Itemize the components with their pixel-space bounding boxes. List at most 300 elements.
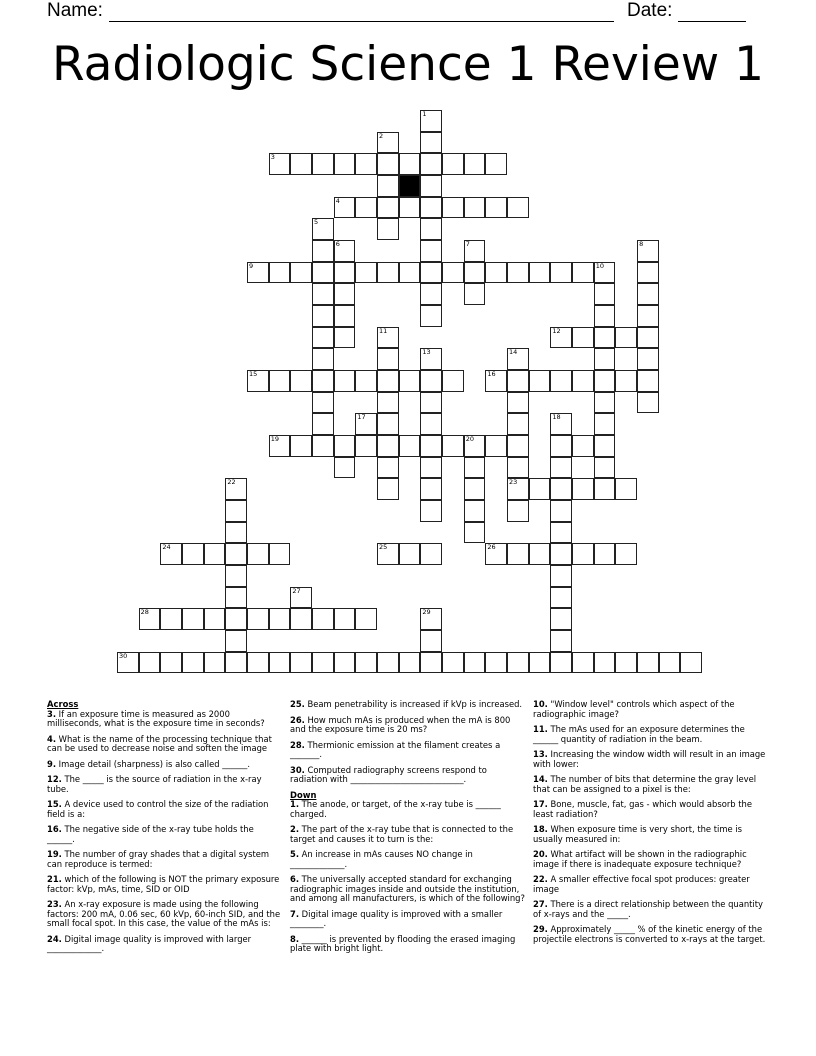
- grid-cell[interactable]: [594, 283, 616, 305]
- grid-cell[interactable]: [139, 652, 161, 674]
- grid-cell[interactable]: [594, 435, 616, 457]
- grid-cell[interactable]: [312, 240, 334, 262]
- grid-cell[interactable]: [550, 587, 572, 609]
- date-label: Date:: [627, 0, 746, 22]
- grid-cell[interactable]: [507, 392, 529, 414]
- grid-cell[interactable]: [464, 478, 486, 500]
- grid-cell[interactable]: [312, 370, 334, 392]
- grid-cell[interactable]: [442, 153, 464, 175]
- clue-item-text: The number of gray shades that a digital system can reproduce is termed:: [47, 849, 270, 869]
- grid-cell[interactable]: [572, 435, 594, 457]
- clue-item-number: 12.: [47, 774, 62, 784]
- clue-item: [290, 910, 526, 929]
- clue-item-text: The number of bits that determine the gray level that can be assigned to a pixel is the:: [533, 774, 757, 794]
- name-label: Name:: [47, 0, 614, 22]
- grid-cell[interactable]: [312, 153, 334, 175]
- grid-cell[interactable]: [594, 457, 616, 479]
- grid-cell[interactable]: [312, 283, 334, 305]
- grid-cell[interactable]: [507, 478, 529, 500]
- grid-cell[interactable]: [247, 543, 269, 565]
- grid-cell[interactable]: [637, 392, 659, 414]
- clue-item-number: 13.: [533, 749, 548, 759]
- grid-cell[interactable]: [550, 630, 572, 652]
- grid-cell[interactable]: [247, 370, 269, 392]
- grid-cell[interactable]: [507, 413, 529, 435]
- clue-item: [290, 825, 526, 844]
- grid-cell[interactable]: [464, 435, 486, 457]
- grid-cell[interactable]: [464, 500, 486, 522]
- grid-cell[interactable]: [464, 262, 486, 284]
- grid-cell[interactable]: [204, 608, 226, 630]
- grid-cell[interactable]: [615, 327, 637, 349]
- grid-cell[interactable]: [594, 392, 616, 414]
- grid-cell[interactable]: [160, 543, 182, 565]
- grid-cell[interactable]: [399, 262, 421, 284]
- grid-cell[interactable]: [550, 435, 572, 457]
- grid-cell[interactable]: [442, 435, 464, 457]
- clue-item-text: Increasing the window width will result in an image with lower:: [533, 749, 766, 769]
- grid-cell[interactable]: [420, 652, 442, 674]
- grid-cell[interactable]: [334, 457, 356, 479]
- grid-cell[interactable]: [290, 262, 312, 284]
- clue-number: 29: [422, 608, 431, 617]
- clue-number: 30: [119, 651, 128, 660]
- grid-cell[interactable]: [312, 348, 334, 370]
- clue-item-number: 5.: [290, 849, 300, 859]
- grid-cell[interactable]: [182, 543, 204, 565]
- grid-cell[interactable]: [420, 478, 442, 500]
- grid-cell[interactable]: [225, 652, 247, 674]
- grid-cell[interactable]: [637, 348, 659, 370]
- clue-number: 10: [595, 261, 605, 270]
- grid-cell[interactable]: [550, 457, 572, 479]
- grid-cell[interactable]: [442, 370, 464, 392]
- grid-cell[interactable]: [377, 435, 399, 457]
- grid-cell[interactable]: [420, 305, 442, 327]
- clue-item-number: 14.: [533, 774, 548, 784]
- grid-cell[interactable]: [550, 565, 572, 587]
- grid-cell[interactable]: [550, 327, 572, 349]
- grid-cell[interactable]: [290, 652, 312, 674]
- grid-cell[interactable]: [334, 262, 356, 284]
- grid-cell[interactable]: [550, 262, 572, 284]
- grid-cell[interactable]: [464, 197, 486, 219]
- clue-item-text: Beam penetrability is increased if kVp is increased.: [304, 699, 523, 709]
- grid-cell[interactable]: [507, 457, 529, 479]
- clue-item-number: 28.: [290, 739, 305, 750]
- across-heading: Across: [47, 699, 79, 709]
- grid-cell[interactable]: [572, 370, 594, 392]
- grid-cell[interactable]: [182, 608, 204, 630]
- clue-number: 4: [335, 196, 340, 205]
- clue-item-text: The universally accepted standard for exchanging radiographic images inside and outside the institution, and among all manufacturers, is which of the following?: [290, 874, 525, 903]
- grid-cell[interactable]: [377, 652, 399, 674]
- clue-number: 24: [162, 543, 171, 552]
- grid-cell[interactable]: [637, 327, 659, 349]
- clue-item: [290, 935, 526, 954]
- clue-item-text: Thermionic emission at the filament creates a _______.: [290, 739, 501, 759]
- clue-item-number: 26.: [290, 714, 305, 725]
- grid-cell[interactable]: [550, 370, 572, 392]
- grid-cell[interactable]: [269, 652, 291, 674]
- grid-cell[interactable]: [420, 370, 442, 392]
- grid-cell[interactable]: [420, 153, 442, 175]
- grid-cell[interactable]: [377, 348, 399, 370]
- grid-cell[interactable]: [507, 500, 529, 522]
- grid-cell[interactable]: [464, 652, 486, 674]
- grid-cell[interactable]: [464, 522, 486, 544]
- grid-cell[interactable]: [420, 218, 442, 240]
- clue-item-text: The mAs used for an exposure determines the ______ quantity of radiation in the beam.: [533, 724, 745, 744]
- clue-item-number: 6.: [290, 874, 300, 884]
- grid-cell[interactable]: [420, 457, 442, 479]
- grid-cell[interactable]: [464, 240, 486, 262]
- grid-cell[interactable]: [377, 370, 399, 392]
- grid-cell[interactable]: [312, 262, 334, 284]
- grid-cell[interactable]: [312, 327, 334, 349]
- clue-item-number: 16.: [47, 824, 62, 834]
- clue-item: [290, 700, 526, 710]
- clue-item-text: What artifact will be shown in the radiographic image if there is inadequate exposure technique?: [533, 849, 747, 869]
- grid-cell[interactable]: [290, 587, 312, 609]
- grid-cell[interactable]: [225, 587, 247, 609]
- clue-number: 6: [335, 240, 340, 249]
- grid-cell[interactable]: [420, 197, 442, 219]
- clue-item: [47, 735, 283, 754]
- clue-item-number: 7.: [290, 908, 300, 919]
- clue-item-text: The negative side of the x-ray tube holds the ______.: [47, 824, 254, 844]
- grid-cell[interactable]: [420, 630, 442, 652]
- grid-cell[interactable]: [420, 413, 442, 435]
- grid-cell[interactable]: [507, 348, 529, 370]
- grid-cell[interactable]: [507, 370, 529, 392]
- grid-cell[interactable]: [420, 500, 442, 522]
- grid-cell[interactable]: [399, 652, 421, 674]
- clue-item-text: The _____ is the source of radiation in the x-ray tube.: [47, 774, 262, 794]
- grid-cell[interactable]: [312, 435, 334, 457]
- clue-item-number: 21.: [47, 874, 62, 884]
- grid-cell[interactable]: [334, 435, 356, 457]
- clue-item-text: A smaller effective focal spot produces: greater image: [533, 874, 750, 894]
- clue-item-number: 11.: [533, 724, 548, 734]
- grid-cell[interactable]: [334, 240, 356, 262]
- grid-cell[interactable]: [247, 608, 269, 630]
- grid-cell[interactable]: [377, 262, 399, 284]
- clues-column-3: [533, 700, 769, 950]
- grid-cell[interactable]: [485, 153, 507, 175]
- grid-cell[interactable]: [377, 478, 399, 500]
- clue-item-number: 15.: [47, 799, 62, 809]
- grid-cell[interactable]: [377, 327, 399, 349]
- grid-cell[interactable]: [507, 262, 529, 284]
- clue-item: [47, 825, 283, 844]
- grid-cell[interactable]: [312, 652, 334, 674]
- grid-cell[interactable]: [572, 543, 594, 565]
- grid-cell[interactable]: [594, 413, 616, 435]
- clue-item: [533, 900, 769, 919]
- clue-item-text: The part of the x-ray tube that is connected to the target and causes it to turn is the:: [290, 824, 514, 844]
- grid-cell[interactable]: [615, 652, 637, 674]
- grid-cell[interactable]: [420, 132, 442, 154]
- grid-cell[interactable]: [355, 370, 377, 392]
- clue-item: [533, 750, 769, 769]
- clue-item: [533, 725, 769, 744]
- grid-cell[interactable]: [507, 652, 529, 674]
- clue-item-number: 10.: [533, 699, 548, 709]
- grid-cell[interactable]: [334, 327, 356, 349]
- grid-cell[interactable]: [550, 608, 572, 630]
- grid-cell[interactable]: [485, 197, 507, 219]
- grid-cell[interactable]: [420, 435, 442, 457]
- grid-cell[interactable]: [442, 262, 464, 284]
- grid-cell[interactable]: [572, 327, 594, 349]
- clue-item-text: ______ is prevented by flooding the erased imaging plate with bright light.: [290, 933, 516, 953]
- clue-number: 18: [552, 413, 561, 422]
- grid-cell[interactable]: [334, 652, 356, 674]
- grid-cell[interactable]: [117, 652, 139, 674]
- grid-cell[interactable]: [507, 435, 529, 457]
- grid-cell[interactable]: [312, 413, 334, 435]
- grid-cell[interactable]: [507, 543, 529, 565]
- clue-item: [533, 800, 769, 819]
- grid-cell[interactable]: [594, 478, 616, 500]
- clue-item-number: 20.: [533, 849, 548, 859]
- grid-cell[interactable]: [377, 543, 399, 565]
- down-heading: Down: [290, 789, 317, 800]
- grid-cell[interactable]: [637, 652, 659, 674]
- grid-cell[interactable]: [550, 522, 572, 544]
- grid-cell[interactable]: [160, 608, 182, 630]
- grid-cell[interactable]: [290, 435, 312, 457]
- grid-cell[interactable]: [529, 543, 551, 565]
- grid-cell[interactable]: [550, 543, 572, 565]
- grid-cell[interactable]: [334, 608, 356, 630]
- grid-cell[interactable]: [334, 283, 356, 305]
- grid-cell[interactable]: [637, 240, 659, 262]
- grid-cell[interactable]: [420, 348, 442, 370]
- grid-cell[interactable]: [334, 197, 356, 219]
- clue-item: [290, 716, 526, 735]
- grid-cell[interactable]: [637, 262, 659, 284]
- clue-number: 16: [487, 370, 496, 379]
- clue-item-text: Computed radiography screens respond to radiation with ___________________________.: [290, 764, 487, 784]
- grid-cell[interactable]: [594, 370, 616, 392]
- grid-cell[interactable]: [312, 608, 334, 630]
- clue-item-text: A device used to control the size of the radiation field is a:: [47, 799, 269, 819]
- grid-cell[interactable]: [247, 262, 269, 284]
- grid-cell[interactable]: [594, 348, 616, 370]
- clue-number: 13: [422, 348, 431, 357]
- grid-cell[interactable]: [204, 652, 226, 674]
- grid-cell[interactable]: [420, 110, 442, 132]
- clue-item-text: What is the name of the processing technique that can be used to decrease noise and soften the image: [47, 733, 272, 753]
- clue-item: [290, 850, 526, 869]
- grid-cell[interactable]: [355, 197, 377, 219]
- grid-cell[interactable]: [572, 652, 594, 674]
- grid-cell[interactable]: [420, 240, 442, 262]
- grid-cell[interactable]: [399, 153, 421, 175]
- grid-cell[interactable]: [225, 608, 247, 630]
- clue-number: 15: [249, 370, 258, 379]
- grid-cell[interactable]: [312, 305, 334, 327]
- grid-cell[interactable]: [399, 543, 421, 565]
- clue-item: [47, 800, 283, 819]
- grid-cell[interactable]: [225, 543, 247, 565]
- clue-item-number: 8.: [290, 933, 300, 944]
- grid-cell[interactable]: [290, 608, 312, 630]
- grid-cell[interactable]: [594, 543, 616, 565]
- grid-cell[interactable]: [377, 197, 399, 219]
- grid-cell[interactable]: [550, 478, 572, 500]
- grid-cell[interactable]: [420, 543, 442, 565]
- grid-cell[interactable]: [637, 305, 659, 327]
- grid-cell[interactable]: [377, 153, 399, 175]
- clue-number: 25: [379, 543, 388, 552]
- clue-item-number: 1.: [290, 799, 300, 809]
- clue-item-text: Image detail (sharpness) is also called ______.: [56, 758, 250, 769]
- clue-item: [533, 700, 769, 719]
- grid-cell[interactable]: [355, 652, 377, 674]
- grid-cell[interactable]: [399, 197, 421, 219]
- clue-item: [533, 775, 769, 794]
- grid-cell[interactable]: [420, 608, 442, 630]
- grid-cell[interactable]: [637, 370, 659, 392]
- grid-cell[interactable]: [182, 652, 204, 674]
- clue-item: [47, 875, 283, 894]
- grid-cell[interactable]: [550, 500, 572, 522]
- grid-cell[interactable]: [225, 630, 247, 652]
- clue-item-text: When exposure time is very short, the time is usually measured in:: [533, 824, 742, 844]
- grid-cell[interactable]: [485, 435, 507, 457]
- grid-cell[interactable]: [269, 608, 291, 630]
- clue-item: [533, 925, 769, 944]
- clue-item: [533, 875, 769, 894]
- grid-cell[interactable]: [377, 175, 399, 197]
- grid-cell[interactable]: [269, 435, 291, 457]
- grid-cell[interactable]: [529, 652, 551, 674]
- grid-cell[interactable]: [529, 370, 551, 392]
- grid-cell[interactable]: [247, 652, 269, 674]
- grid-cell[interactable]: [377, 392, 399, 414]
- grid-cell[interactable]: [377, 218, 399, 240]
- grid-cell[interactable]: [269, 370, 291, 392]
- clue-item-text: There is a direct relationship between the quantity of x-rays and the _____.: [533, 899, 763, 919]
- grid-cell[interactable]: [680, 652, 702, 674]
- grid-cell[interactable]: [659, 652, 681, 674]
- clue-number: 19: [270, 435, 279, 444]
- grid-cell[interactable]: [420, 262, 442, 284]
- grid-cell[interactable]: [399, 370, 421, 392]
- grid-cell[interactable]: [139, 608, 161, 630]
- clue-item-number: 9.: [47, 758, 57, 769]
- grid-cell[interactable]: [594, 262, 616, 284]
- clue-number: 22: [227, 478, 236, 487]
- grid-cell[interactable]: [572, 478, 594, 500]
- grid-cell[interactable]: [594, 305, 616, 327]
- grid-cell[interactable]: [334, 305, 356, 327]
- grid-cell[interactable]: [507, 197, 529, 219]
- clue-item-text: which of the following is NOT the primary exposure factor: kVp, mAs, time, SID or OID: [47, 874, 280, 894]
- grid-cell[interactable]: [594, 652, 616, 674]
- clue-number: 27: [292, 586, 301, 595]
- grid-cell[interactable]: [464, 457, 486, 479]
- grid-cell[interactable]: [290, 370, 312, 392]
- clue-item: [47, 900, 283, 929]
- grid-cell[interactable]: [377, 132, 399, 154]
- grid-cell[interactable]: [225, 478, 247, 500]
- grid-cell[interactable]: [355, 153, 377, 175]
- grid-cell[interactable]: [550, 652, 572, 674]
- grid-cell[interactable]: [269, 543, 291, 565]
- grid-cell[interactable]: [399, 435, 421, 457]
- grid-cell[interactable]: [377, 413, 399, 435]
- clue-item-number: 3.: [47, 708, 57, 719]
- grid-cell[interactable]: [485, 652, 507, 674]
- clue-number: 14: [509, 348, 518, 357]
- grid-cell[interactable]: [334, 153, 356, 175]
- clue-item-number: 2.: [290, 824, 300, 834]
- grid-cell[interactable]: [355, 608, 377, 630]
- grid-cell[interactable]: [615, 478, 637, 500]
- grid-cell[interactable]: [637, 283, 659, 305]
- clue-item-number: 18.: [533, 824, 548, 834]
- grid-cell[interactable]: [420, 392, 442, 414]
- grid-cell[interactable]: [572, 262, 594, 284]
- grid-cell[interactable]: [377, 457, 399, 479]
- clue-number: 3: [270, 153, 275, 162]
- clue-item: [47, 710, 283, 729]
- clue-number: 2: [379, 131, 384, 140]
- clue-number: 9: [249, 261, 254, 270]
- grid-cell[interactable]: [355, 413, 377, 435]
- grid-cell[interactable]: [485, 543, 507, 565]
- clue-item-text: Digital image quality is improved with a smaller ________.: [290, 908, 503, 928]
- grid-cell[interactable]: [442, 197, 464, 219]
- grid-cell[interactable]: [225, 522, 247, 544]
- grid-cell[interactable]: [160, 652, 182, 674]
- grid-cell[interactable]: [529, 478, 551, 500]
- grid-cell[interactable]: [485, 370, 507, 392]
- grid-cell[interactable]: [312, 218, 334, 240]
- grid-cell[interactable]: [615, 543, 637, 565]
- grid-cell[interactable]: [485, 262, 507, 284]
- grid-cell[interactable]: [355, 262, 377, 284]
- grid-cell[interactable]: [269, 262, 291, 284]
- grid-cell[interactable]: [334, 370, 356, 392]
- grid-cell[interactable]: [204, 543, 226, 565]
- grid-cell[interactable]: [269, 153, 291, 175]
- grid-cell[interactable]: [594, 327, 616, 349]
- clue-item-text: Bone, muscle, fat, gas - which would absorb the least radiation?: [533, 799, 752, 819]
- down-clue-list: [290, 800, 526, 954]
- grid-cell[interactable]: [550, 413, 572, 435]
- down-clue-list-continued: [533, 700, 769, 944]
- grid-cell[interactable]: [355, 435, 377, 457]
- grid-cell[interactable]: [420, 283, 442, 305]
- grid-cell[interactable]: [312, 392, 334, 414]
- grid-cell[interactable]: [225, 565, 247, 587]
- grid-cell[interactable]: [529, 262, 551, 284]
- clue-item: [290, 875, 526, 904]
- grid-cell[interactable]: [420, 175, 442, 197]
- grid-cell[interactable]: [464, 283, 486, 305]
- grid-cell[interactable]: [464, 153, 486, 175]
- grid-cell[interactable]: [290, 153, 312, 175]
- grid-cell[interactable]: [442, 652, 464, 674]
- grid-cell[interactable]: [225, 500, 247, 522]
- clue-number: 26: [487, 543, 496, 552]
- grid-cell[interactable]: [615, 370, 637, 392]
